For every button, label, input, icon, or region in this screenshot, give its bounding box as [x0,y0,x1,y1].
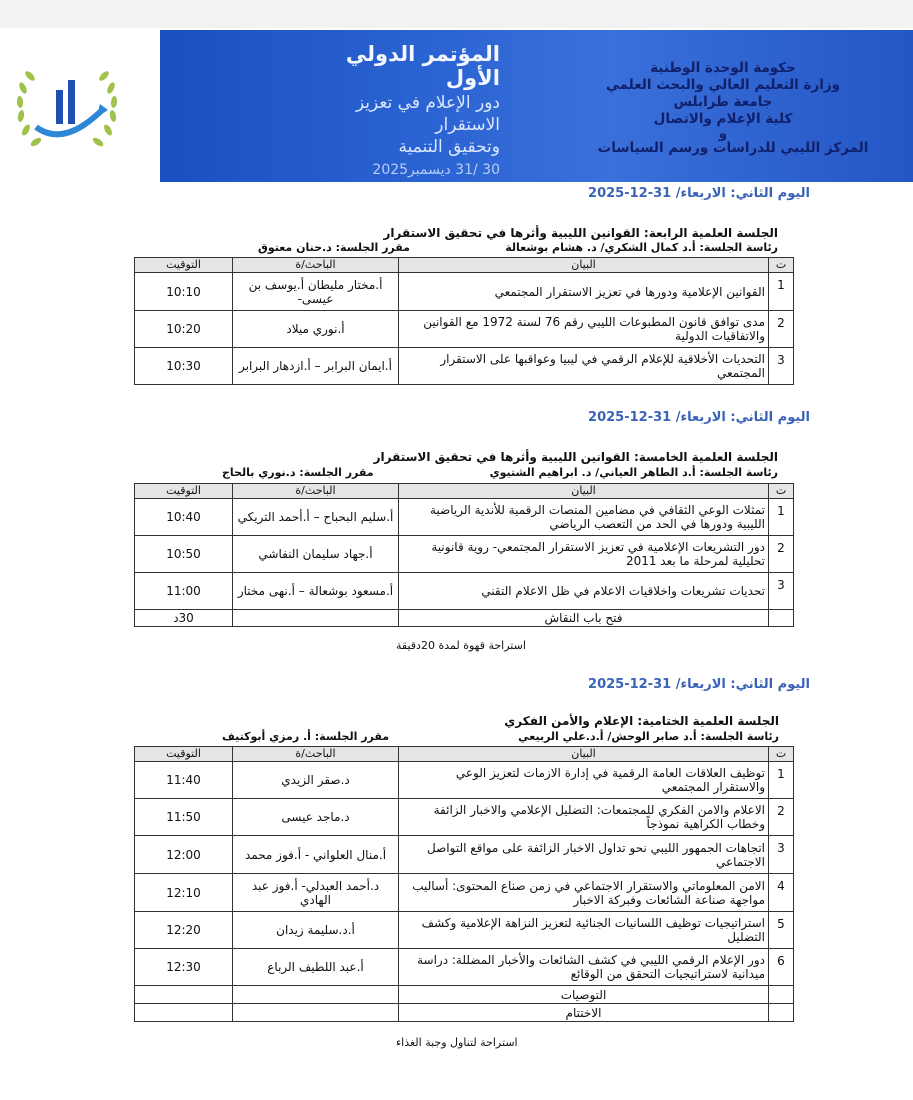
lunch-note: استراحة لتناول وجبة الغذاء [396,1036,518,1049]
row-desc: استراتيجيات توظيف اللسانيات الجنائية لتعزيز النزاهة الإعلامية وكشف التضليل [399,912,769,949]
schedule-table [134,483,794,627]
session-title: الجلسة العلمية الخامسة: القوانين الليبية وأثرها في تحقيق الاستقرار [373,450,778,464]
conference-theme-line2: وتحقيق التنمية [398,137,500,157]
row-researcher: د.ماجد عيسى [233,799,399,836]
gov-line: حكومة الوحدة الوطنية [650,60,796,76]
discussion-label: فتح باب النقاش [399,610,769,627]
recommendations-label: التوصيات [399,986,769,1004]
closing-row [135,1004,794,1022]
table-row [135,912,794,949]
top-strip [0,0,913,28]
col-header-time: التوقيت [135,747,233,762]
row-desc: مدى توافق قانون المطبوعات الليبي رقم 76 لسنة 1972 مع القوانين والاتفاقيات الدولية [399,311,769,348]
recommendations-row [135,986,794,1004]
col-header-time: التوقيت [135,258,233,273]
table-row [135,348,794,385]
col-header-time: التوقيت [135,484,233,499]
table-header-row [135,484,794,499]
table-row [135,573,794,610]
col-header-desc: البيان [399,484,769,499]
row-researcher: أ.مسعود بوشعالة – أ.نهى مختار [233,573,399,610]
row-desc: تحديات تشريعات واخلاقيات الاعلام في ظل الاعلام التقني [399,573,769,610]
session-chair: رئاسة الجلسة: أ.د كمال الشكري/ د. هشام بوشعالة [505,241,778,254]
table-row [135,949,794,986]
conference-title: المؤتمر الدولي الأول [345,42,500,90]
government-block [573,60,873,157]
row-num: 4 [769,874,794,912]
session-chair: رئاسة الجلسة: أ.د الطاهر العياني/ د. ابراهيم الشتيوي [489,466,778,479]
row-researcher: أ.جهاد سليمان النفاشي [233,536,399,573]
row-desc: القوانين الإعلامية ودورها في تعزيز الاستقرار المجتمعي [399,273,769,311]
row-num: 2 [769,536,794,573]
row-num: 2 [769,311,794,348]
closing-label: الاختتام [399,1004,769,1022]
row-researcher: أ.سليم البحباح – أ.أحمد التريكي [233,499,399,536]
gov-line: جامعة طرابلس [673,94,773,110]
table-header-row [135,747,794,762]
session-rapporteur: مقرر الجلسة: د.حنان معتوق [258,241,410,254]
day-line: اليوم الثاني: الاربعاء/ 31-12-2025 [588,677,810,692]
schedule-table [134,746,794,1022]
discussion-time: 30د [135,610,233,627]
row-researcher: د.أحمد العبدلي- أ.فوز عبد الهادي [233,874,399,912]
row-researcher: أ.منال العلواني - أ.فوز محمد [233,836,399,874]
gov-line: وزارة التعليم العالي والبحث العلمي [605,77,841,93]
row-researcher: د.صقر الزيدي [233,762,399,799]
row-desc: اتجاهات الجمهور الليبي نحو تداول الاخبار الزائفة على مواقع التواصل الاجتماعي [399,836,769,874]
row-time: 10:40 [135,499,233,536]
col-header-num: ت [769,258,794,273]
row-desc: الاعلام والامن الفكري للمجتمعات: التضليل الإعلامي والاخبار الزائفة وخطاب الكراهية نموذجاً [399,799,769,836]
table-row [135,499,794,536]
row-num: 3 [769,348,794,385]
row-researcher: أ.نوري ميلاد [233,311,399,348]
row-time: 12:00 [135,836,233,874]
row-num: 6 [769,949,794,986]
col-header-desc: البيان [399,258,769,273]
table-header-row [135,258,794,273]
table-row [135,762,794,799]
row-time: 10:50 [135,536,233,573]
row-researcher: أ.ايمان البرابر – أ.ازدهار البرابر [233,348,399,385]
row-num: 1 [769,499,794,536]
row-time: 11:00 [135,573,233,610]
row-num: 3 [769,836,794,874]
col-header-num: ت [769,747,794,762]
gov-line: كلية الإعلام والاتصال [653,111,793,127]
break-note: استراحة قهوة لمدة 20دقيقة [396,639,526,652]
table-row [135,536,794,573]
row-desc: التحديات الأخلاقية للإعلام الرقمي في ليبيا وعواقبها على الاستقرار المجتمعي [399,348,769,385]
gov-line: المركز الليبي للدراسات ورسم السياسات [597,140,869,156]
col-header-desc: البيان [399,747,769,762]
session-title: الجلسة العلمية الختامية: الإعلام والأمن الفكري [504,714,779,728]
session-rapporteur: مقرر الجلسة: د.نوري بالحاج [222,466,374,479]
conference-logo-icon [8,52,126,162]
row-time: 12:10 [135,874,233,912]
row-desc: تمثلات الوعي الثقافي في مضامين المنصات الرقمية للأندية الرياضية الليبية ودورها في الحد من التعصب الرياضي [399,499,769,536]
row-researcher: أ.عبد اللطيف الرباع [233,949,399,986]
row-num: 1 [769,273,794,311]
row-num: 1 [769,762,794,799]
row-researcher: أ.مختار مليطان أ.يوسف بن عيسى- [233,273,399,311]
row-num: 5 [769,912,794,949]
row-time: 11:50 [135,799,233,836]
row-time: 10:30 [135,348,233,385]
col-header-researcher: الباحث/ة [233,484,399,499]
row-desc: دور التشريعات الإعلامية في تعزيز الاستقرار المجتمعي- روية قانونية تحليلية لمرحلة ما بعد 2011 [399,536,769,573]
table-row [135,311,794,348]
schedule-table [134,257,794,385]
discussion-row [135,610,794,627]
gov-line: و [718,126,728,142]
row-time: 12:20 [135,912,233,949]
day-line: اليوم الثاني: الاربعاء/ 31-12-2025 [588,410,810,425]
table-row [135,836,794,874]
col-header-researcher: الباحث/ة [233,747,399,762]
session-chair: رئاسة الجلسة: أ.د صابر الوحش/ أ.د.علي الربيعي [518,730,779,743]
row-researcher: أ.د.سليمة زيدان [233,912,399,949]
conference-title-block [290,42,500,178]
table-row [135,799,794,836]
conference-dates: 30 /31 ديسمبر2025 [372,162,500,178]
row-time: 12:30 [135,949,233,986]
row-time: 10:10 [135,273,233,311]
row-desc: توظيف العلاقات العامة الرقمية في إدارة الازمات لتعزيز الوعي والاستقرار المجتمعي [399,762,769,799]
col-header-num: ت [769,484,794,499]
col-header-researcher: الباحث/ة [233,258,399,273]
session-rapporteur: مقرر الجلسة: أ. رمزي أبوكتيف [222,730,390,743]
row-num: 3 [769,573,794,610]
session-title: الجلسة العلمية الرابعة: القوانين الليبية وأثرها في تحقيق الاستقرار [383,226,778,240]
row-time: 11:40 [135,762,233,799]
table-row [135,874,794,912]
row-num: 2 [769,799,794,836]
row-desc: دور الإعلام الرقمي الليبي في كشف الشائعات والأخبار المضللة: دراسة ميدانية لاستراتيجيات التحقق من الوقائع [399,949,769,986]
conference-theme-line1: دور الإعلام في تعزيز الاستقرار [355,93,500,135]
row-time: 10:20 [135,311,233,348]
row-desc: الامن المعلوماتي والاستقرار الاجتماعي في زمن صناع المحتوى: أساليب مواجهة صناعة الشائعات وفبركة الاخبار [399,874,769,912]
day-line: اليوم الثاني: الاربعاء/ 31-12-2025 [588,186,810,201]
table-row [135,273,794,311]
